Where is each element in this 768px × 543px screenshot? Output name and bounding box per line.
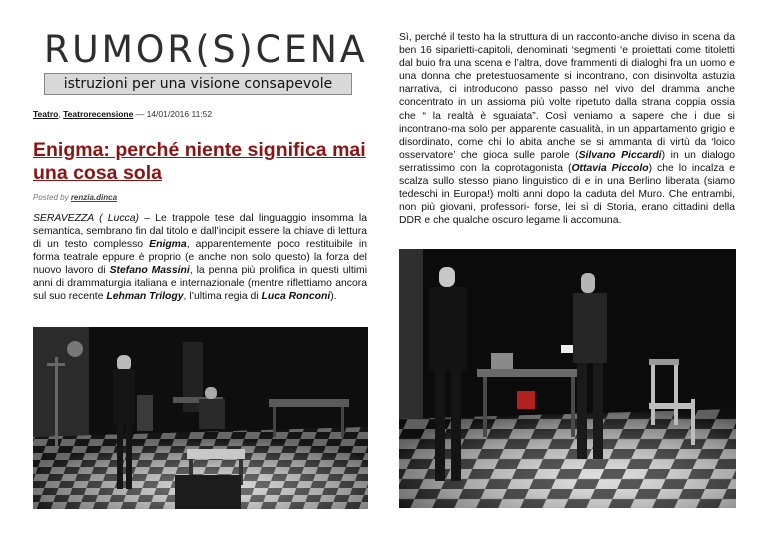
site-tagline: istruzioni per una visione consapevole [44, 73, 352, 95]
stage-photo-actors-image [399, 249, 736, 508]
category-link-teatrorecensione[interactable]: Teatrorecensione [63, 109, 134, 119]
lead-text-5: ). [330, 291, 337, 302]
body-text-1: Sì, perché il testo ha la struttura di un racconto-anche diviso in scena da ben 16 siparietti-capitoli, denominati ‘segmenti ‘e proiettati come titoletti dal buio fra una scena e l’altra, dove frammenti di dialoghi fra un uomo e una donna che pretestuosamente si incontrano, con disinvolta astuzia narrativa, ci introducono passo passo nel vivo del dramma anche concentrato in un assioma più volte ripetuto dalla strana coppia ossia che “ la realtà è sguaiata”. Così veniamo a sapere che i due si incontrano-ma solo per apparente casualità, in un appartamento grigio e disordinato, come chi lo abita anche se si ammanta di virtù da ‘loico osservatore’ che gioca sulle parole ( [399, 32, 735, 161]
body-text-3: ) che lo incalza e scalza sullo stesso piano linguistico di e in una Berlino liberata (siamo tedeschi in Europa!) molti anni dopo la caduta del Muro. Che entrambi, non più giovani, professori- forse, lei sì di Storia, erano cittadini della DDR e che qualche oscuro legame li accomuna. [399, 162, 735, 227]
lead-location: SERAVEZZA ( Lucca) [33, 213, 139, 224]
lead-text-3: , la penna più prolifica in questi ultimi anni di drammaturgia italiana e internazionale (mentre riflettiamo ancora sul suo recente [33, 265, 367, 302]
body-paragraph [399, 31, 735, 227]
work-title-enigma: Enigma [149, 239, 187, 250]
article-headline[interactable]: Enigma: perché niente significa mai una cosa sola [33, 139, 366, 184]
body-text-2: ) in un dialogo serratissimo con la coprotagonista ( [399, 149, 736, 174]
lead-text-4: , l’ultima regia di [183, 291, 262, 302]
posted-by-label: Posted by [33, 193, 69, 202]
stage-photo-wide-image [33, 327, 368, 509]
work-title-lehman: Lehman Trilogy [106, 291, 184, 302]
playwright-name: Stefano Massini [109, 265, 190, 276]
category-link-teatro[interactable]: Teatro [33, 109, 59, 119]
lead-paragraph [33, 212, 367, 303]
article-meta [33, 109, 212, 119]
stage-photo-wide [33, 327, 368, 509]
stage-photo-actors [399, 249, 736, 508]
posted-by [33, 193, 117, 202]
site-logo-title[interactable]: RUMOR(S)CENA [44, 28, 368, 71]
author-link[interactable]: renzia.dinca [70, 193, 118, 202]
lead-text-2: , apparentemente poco restituibile in forma teatrale eppure è proprio (e anche non solo questo) la forza del nuovo lavoro di [33, 239, 367, 276]
director-name: Luca Ronconi [261, 291, 331, 302]
article-date: — 14/01/2016 11:52 [135, 109, 213, 119]
actor-name-piccolo: Ottavia Piccolo [571, 162, 649, 174]
meta-separator: , [58, 109, 61, 119]
actor-name-piccardi: Silvano Piccardi [578, 149, 662, 161]
lead-text-1: – Le trappole tese dal linguaggio insomma la semantica, sembrano fin dal titolo e dall’incipit essere la chiave di lettura di un testo complesso [33, 213, 367, 250]
